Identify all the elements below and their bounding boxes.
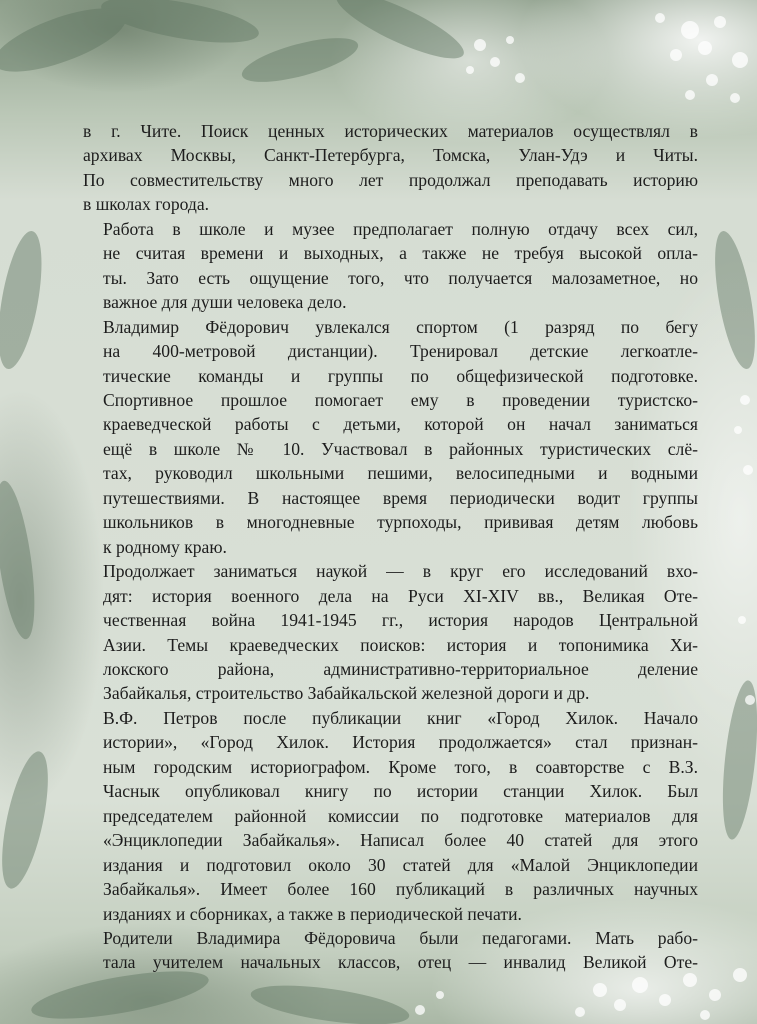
text-line: Родители Владимира Фёдоровича были педагогами. Мать рабо- (103, 927, 698, 948)
paragraph-1 (83, 119, 698, 217)
text-line: локского района, административно-территориальное деление (103, 658, 698, 679)
text-line: Часнык опубликовал книгу по истории станции Хилок. Был (103, 781, 698, 802)
text-line: Продолжает заниматься наукой — в круг его исследований вхо- (103, 561, 698, 582)
paragraph-3 (83, 315, 698, 560)
text-line: Азии. Темы краеведческих поисков: история и топонимика Хи- (103, 634, 698, 655)
text-line: Работа в школе и музее предполагает полную отдачу всех сил, (103, 218, 698, 239)
text-line: в г. Чите. Поиск ценных исторических материалов осуществлял в (83, 121, 698, 141)
text-line: издания и подготовил около 30 статей для «Малой Энциклопедии (103, 854, 698, 875)
text-line: «Энциклопедии Забайкалья». Написал более 40 статей для этого (103, 830, 698, 851)
text-line: изданиях и сборниках, а также в периодической печати. (103, 903, 522, 924)
paragraph-4 (83, 559, 698, 706)
paragraph-2 (83, 217, 698, 315)
text-line: путешествиями. В настоящее время периодически водит группы (103, 487, 698, 508)
text-line: чественная война 1941-1945 гг., история народов Центральной (103, 610, 698, 631)
text-line: ты. Зато есть ощущение того, что получается малозаметное, но (103, 267, 698, 288)
text-line: школьников в многодневные турпоходы, прививая детям любовь (103, 512, 698, 533)
text-line: Забайкалья». Имеет более 160 публикаций в различных научных (103, 879, 698, 900)
text-line: ещё в школе № 10. Участвовал в районных туристических слё- (103, 438, 698, 459)
text-line: ным городским историографом. Кроме того, в соавторстве с В.З. (103, 756, 698, 777)
text-line: краеведческой работы с детьми, которой он начал заниматься (103, 414, 698, 435)
text-line: тала учителем начальных классов, отец — инвалид Великой Оте- (103, 952, 698, 973)
paragraph-5 (83, 706, 698, 926)
text-line: на 400-метровой дистанции). Тренировал детские легкоатле- (103, 341, 698, 362)
text-line: Владимир Фёдорович увлекался спортом (1 разряд по бегу (103, 316, 698, 337)
text-line: не считая времени и выходных, а также не требуя высокой опла- (103, 243, 698, 264)
text-line: Забайкалья, строительство Забайкальской железной дороги и др. (103, 683, 590, 704)
text-line: По совместительству много лет продолжал преподавать историю (83, 169, 698, 190)
text-line: важное для души человека дело. (103, 292, 347, 313)
text-line: тические команды и группы по общефизической подготовке. (103, 365, 698, 386)
paragraph-6 (83, 926, 698, 975)
text-line: В.Ф. Петров после публикации книг «Город Хилок. Начало (103, 707, 698, 728)
text-line: тах, руководил школьными пешими, велосипедными и водными (103, 463, 698, 484)
article-text (83, 119, 698, 975)
text-line: Спортивное прошлое помогает ему в проведении туристско- (103, 389, 698, 410)
text-line: председателем районной комиссии по подготовке материалов для (103, 805, 698, 826)
text-line: дят: история военного дела на Руси XI-XIV вв., Великая Оте- (103, 585, 698, 606)
text-line: к родному краю. (103, 536, 227, 557)
text-line: в школах города. (83, 194, 210, 215)
text-line: архивах Москвы, Санкт-Петербурга, Томска, Улан-Удэ и Читы. (83, 145, 698, 166)
text-line: истории», «Город Хилок. История продолжается» стал признан- (103, 732, 698, 753)
